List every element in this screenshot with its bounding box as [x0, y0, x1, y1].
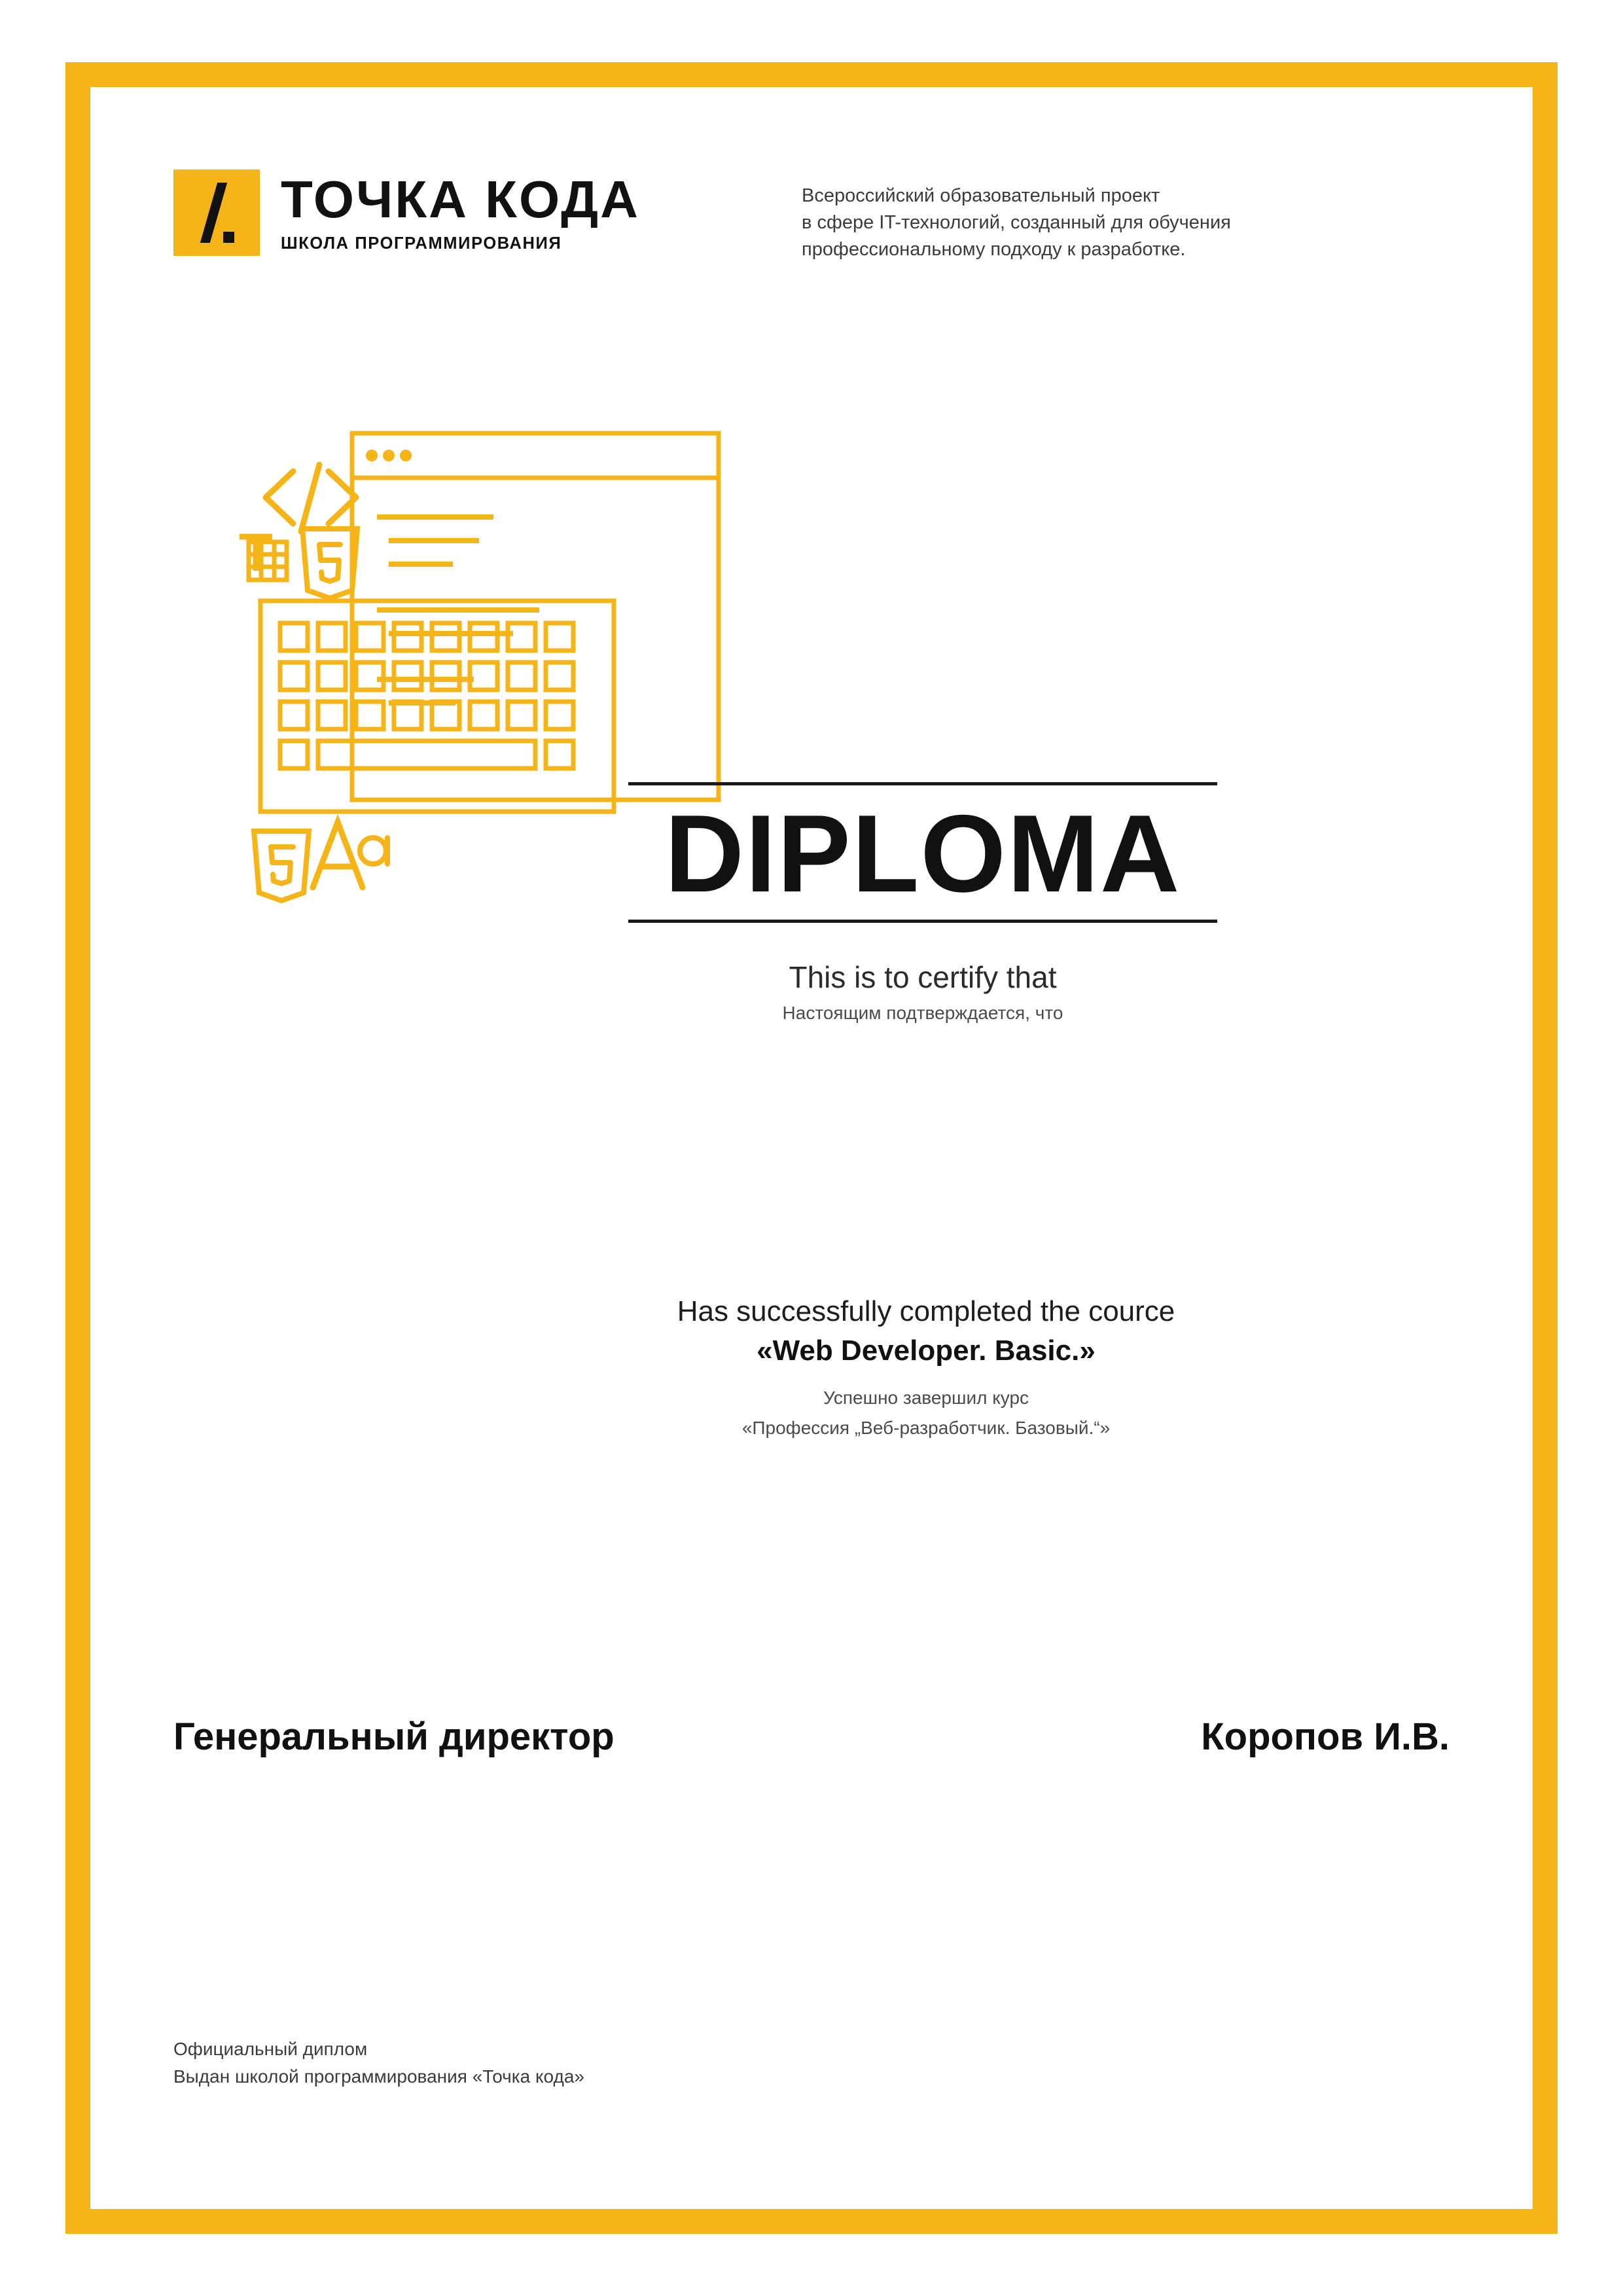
typography-table-icon — [240, 537, 287, 580]
document-header — [173, 167, 1450, 264]
document-footer — [173, 2036, 584, 2090]
certify-text-ru: Настоящим подтверждается, что — [782, 1003, 1063, 1024]
footer-line-2: Выдан школой программирования «Точка кода» — [173, 2066, 584, 2087]
page-title: DIPLOMA — [664, 792, 1181, 915]
header-description-line-1: Всероссийский образовательный проект — [802, 185, 1160, 206]
course-block — [524, 1293, 1329, 1442]
footer-line-1: Официальный диплом — [173, 2039, 368, 2059]
header-description-line-3: профессиональному подходу к разработке. — [802, 239, 1186, 260]
signature-title: Генеральный директор — [173, 1715, 615, 1758]
font-size-icon — [313, 822, 387, 888]
title-rule-top — [628, 782, 1217, 785]
logo-title: ТОЧКА КОДА — [281, 170, 640, 228]
logo-dot-shape — [223, 232, 234, 243]
signature-row — [173, 1715, 1450, 1759]
signature-name: Коропов И.В. — [1201, 1715, 1450, 1758]
course-name-ru: «Профессия „Веб-разработчик. Базовый.“» — [741, 1418, 1111, 1439]
html5-badge-icon — [302, 529, 357, 598]
title-rule-bottom — [628, 920, 1217, 923]
decorative-border — [65, 62, 1558, 2234]
diploma-title-block — [628, 782, 1217, 1024]
tochka-koda-logo-mark-icon — [173, 170, 260, 256]
completed-text-en: Has successfully completed the cource — [677, 1295, 1175, 1327]
css3-badge-icon — [254, 831, 309, 901]
header-description-line-2: в сфере IT-технологий, созданный для обучения — [802, 212, 1231, 234]
certify-text-en: This is to certify that — [789, 960, 1057, 995]
logo-subtitle: ШКОЛА ПРОГРАММИРОВАНИЯ — [281, 234, 562, 253]
logo-text-block — [281, 167, 640, 253]
course-name-en: «Web Developer. Basic.» — [757, 1335, 1096, 1367]
header-description — [802, 167, 1231, 264]
brand-logo — [173, 167, 802, 256]
completed-text-ru: Успешно завершил курс — [823, 1388, 1029, 1408]
code-brackets-icon — [266, 465, 356, 531]
